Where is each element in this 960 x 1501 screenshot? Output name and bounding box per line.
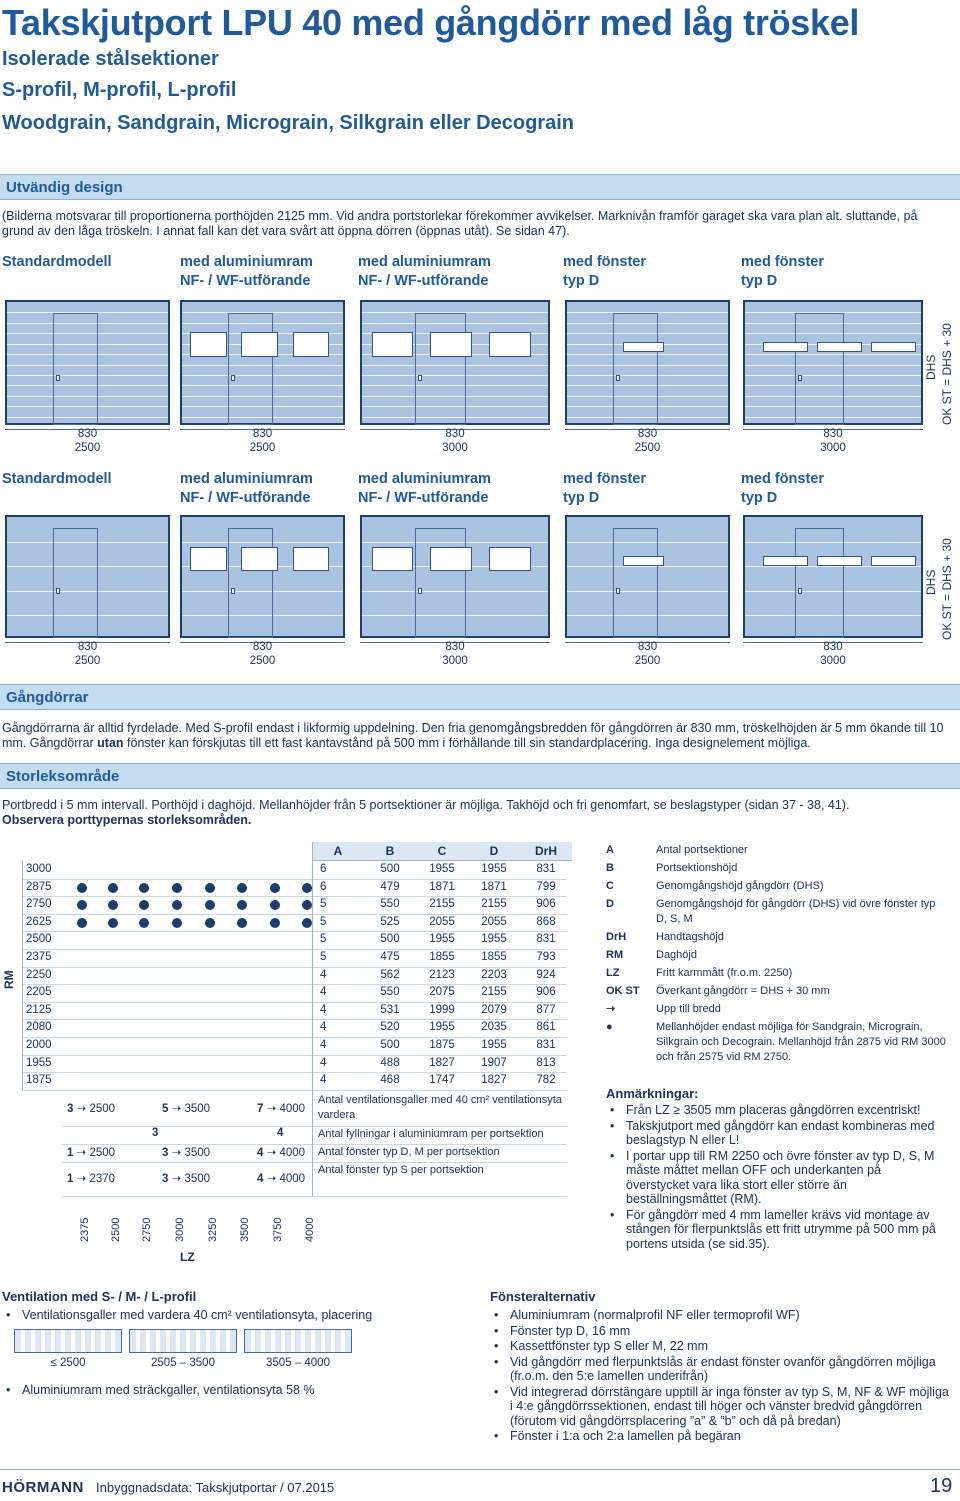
size-dot (270, 918, 280, 928)
width-label: 2500 (110, 1217, 122, 1242)
okst-label: OK ST = DHS + 30 (940, 323, 954, 425)
legend-item: RM Daghöjd (606, 949, 697, 961)
remark-item: • Från LZ ≥ 3505 mm placeras gångdörren excentriskt! (606, 1103, 946, 1118)
window-option-item: • Aluminiumram (normalprofil NF eller termoprofil WF) (490, 1308, 955, 1323)
size-cell: 4 (320, 1056, 327, 1069)
size-cell: 1747 (429, 1074, 455, 1087)
size-cell: 479 (380, 880, 400, 893)
size-cell: 4 (320, 968, 327, 981)
size-dot (302, 918, 312, 928)
size-cell: 1955 (429, 1021, 455, 1034)
gate-width-label: 3000 (820, 655, 846, 667)
width-label: 2375 (79, 1217, 91, 1242)
width-label: 3500 (239, 1217, 251, 1242)
ventilation-item: • Aluminiumram med sträckgaller, ventilationsyta 58 % (2, 1383, 462, 1398)
model-label: med fönster typ D (563, 254, 646, 289)
vent-range: ≤ 2500 (50, 1356, 86, 1369)
door-width-label: 830 (445, 428, 465, 440)
size-dot (270, 883, 280, 893)
size-dot (108, 900, 118, 910)
size-cell: 861 (536, 1021, 556, 1034)
matrix-cell: 4 ➝ 4000 (257, 1147, 306, 1160)
door-width-label: 830 (445, 641, 465, 653)
size-cell: 793 (536, 951, 556, 963)
section-size-title: Storleksområde (0, 763, 960, 789)
size-cell: 2055 (481, 915, 507, 928)
design-note: (Bilderna motsvarar till proportionerna porthöjden 2125 mm. Vid andra portstorlekar förekommer avvikelser. Marknivån framför garaget ska vara plan alt. sluttande, på grund av den låga tröskeln. I annat fall kan det vara svårt att öppna dörren (öppnas utåt). Se sidan 47). (2, 209, 918, 238)
size-cell: 550 (380, 986, 400, 999)
subtitle-3: Woodgrain, Sandgrain, Micrograin, Silkgrain eller Decograin (2, 112, 574, 134)
size-dot (139, 883, 149, 893)
door-width-label: 830 (77, 428, 98, 440)
door-width-label: 830 (637, 428, 658, 440)
lz-label: LZ (180, 1249, 195, 1264)
size-cell: 1827 (429, 1056, 455, 1069)
size-dot (205, 883, 215, 893)
size-cell: 500 (380, 933, 400, 946)
brand-logo: HÖRMANN (2, 1479, 84, 1496)
ventilation-title: Ventilation med S- / M- / L-profil (2, 1289, 197, 1304)
window-option-item: • Fönster i 1:a och 2:a lamellen på begäran (490, 1429, 955, 1444)
width-label: 3000 (174, 1217, 186, 1242)
door-drawing (743, 300, 923, 425)
dhs-label: DHS (924, 569, 938, 595)
height-label: 1875 (26, 1074, 52, 1087)
doors-text: Gångdörrarna är alltid fyrdelade. Med S-profil endast i likformig uppdelning. Den fria genomgångsbredden för gångdörren är 830 mm, tröskelhöjden är 5 mm ökande till 10 mm. Gångdörrar utan fönster kan förskjutas till ett fast kantavstånd på 500 mm i förhållande till sin standardplacering. Inga designelement möjliga. (2, 721, 944, 750)
size-cell: 813 (536, 1056, 556, 1069)
size-cell: 1955 (429, 933, 455, 946)
legend-item: OK ST Överkant gångdörr = DHS + 30 mm (606, 985, 830, 997)
size-cell: 877 (536, 1003, 556, 1016)
width-label: 3250 (207, 1217, 219, 1242)
matrix-row-label: Antal fönster typ D, M per portsektion (318, 1145, 500, 1158)
model-label: med aluminiumram NF- / WF-utförande (358, 254, 491, 289)
model-label: Standardmodell (2, 471, 112, 487)
legend-item: LZ Fritt karmmått (fr.o.m. 2250) (606, 967, 793, 979)
matrix-cell: 3 ➝ 2500 (67, 1103, 116, 1116)
door-drawing (360, 300, 550, 425)
matrix-row-label: Antal ventilationsgaller med 40 cm² ventilationsyta vardera (318, 1093, 562, 1121)
size-matrix (22, 842, 567, 1262)
size-cell: 4 (320, 1021, 327, 1034)
remark-item: • I portar upp till RM 2250 och övre fönster av typ D, S, M måste måttet mellan OFF och underkanten på överstycket vara lika stort eller större än beställningsmåttet (RM). (606, 1149, 946, 1207)
size-cell: 2123 (429, 968, 455, 981)
rm-label: RM (2, 970, 16, 990)
subtitle-1: Isolerade stålsektioner (2, 48, 219, 70)
height-label: 2375 (26, 951, 52, 963)
size-dot (108, 918, 118, 928)
model-label: med aluminiumram NF- / WF-utförande (358, 471, 491, 506)
size-cell: 4 (320, 1039, 327, 1051)
model-label: med aluminiumram NF- / WF-utförande (180, 254, 313, 289)
col-header: DrH (534, 844, 557, 858)
height-label: 2500 (26, 933, 52, 946)
size-cell: 2079 (481, 1003, 507, 1016)
matrix-cell: 3 (152, 1127, 159, 1140)
window-option-item: • Vid integrerad dörrstängare upptill är inga fönster av typ S, M, NF & WF möjliga i 4:e gångdörrssektionen, endast till höger och vänster bredvid gångdörren (förutom vid gångdörrsplacering ”a” & ”b” och då på bredan) (490, 1385, 955, 1429)
legend (606, 843, 946, 1068)
size-cell: 1907 (481, 1056, 507, 1069)
height-label: 2750 (26, 898, 52, 911)
size-cell: 2075 (429, 986, 455, 999)
size-dot (108, 883, 118, 893)
matrix-cell: 1 ➝ 2370 (67, 1173, 116, 1186)
col-header: C (437, 844, 447, 858)
size-cell: 831 (536, 863, 556, 875)
size-cell: 2155 (481, 986, 507, 999)
legend-item: D Genomgångshöjd för gångdörr (DHS) vid övre fönster typ D, S, M (606, 898, 936, 925)
size-cell: 562 (380, 968, 400, 981)
model-label: med fönster typ D (563, 471, 646, 506)
window-options-title: Fönsteralternativ (490, 1289, 596, 1304)
door-drawing (743, 515, 923, 638)
dhs-label: DHS (924, 354, 938, 380)
door-width-label: 830 (823, 641, 843, 653)
section-doors-title: Gångdörrar (0, 684, 960, 710)
height-label: 2875 (26, 880, 52, 893)
size-cell: 1855 (429, 951, 455, 963)
size-dot (172, 883, 182, 893)
size-cell: 6 (320, 863, 327, 875)
matrix-cell: 7 ➝ 4000 (257, 1103, 306, 1116)
size-cell: 4 (320, 986, 327, 999)
col-header: D (489, 844, 499, 858)
gate-width-label: 2500 (74, 655, 101, 667)
size-dot (77, 918, 87, 928)
size-text: Portbredd i 5 mm intervall. Porthöjd i daghöjd. Mellanhöjder från 5 portsektioner är möjliga. Takhöjd och fri genomfart, se beslagstyper (sidan 37 - 38, 41). Observera porttypernas storleksområden. (2, 798, 850, 827)
door-width-label: 830 (77, 641, 98, 653)
matrix-cell: 4 (277, 1127, 284, 1140)
width-label: 3750 (272, 1217, 284, 1242)
window-option-item: • Vid gångdörr med flerpunktslås är endast fönster ovanför gångdörren möjliga (fr.o.m. den 5:e lamellen underifrån) (490, 1355, 955, 1384)
gate-width-label: 3000 (820, 442, 846, 454)
size-cell: 1871 (481, 880, 507, 893)
page-number: 19 (930, 1475, 953, 1497)
legend-item: B Portsektionshöjd (606, 862, 738, 874)
size-dot (237, 918, 247, 928)
legend-item: A Antal portsektioner (606, 844, 748, 856)
size-cell: 531 (380, 1003, 400, 1016)
footer-rule (0, 1469, 960, 1470)
size-cell: 1999 (429, 1003, 455, 1016)
remark-item: • Takskjutport med gångdörr kan endast kombineras med beslagstyp N eller L! (606, 1119, 946, 1148)
size-cell: 1827 (481, 1074, 507, 1087)
width-label: 2750 (141, 1217, 153, 1242)
model-label: Standardmodell (2, 254, 112, 270)
size-cell: 4 (320, 1003, 327, 1016)
door-width-label: 830 (637, 641, 658, 653)
gate-width-label: 3000 (442, 442, 468, 454)
gate-width-label: 2500 (249, 655, 276, 667)
size-cell: 5 (320, 951, 327, 963)
legend-item: ➝ Upp till bredd (606, 1003, 721, 1015)
gate-width-label: 3000 (442, 655, 468, 667)
size-dot (139, 918, 149, 928)
size-cell: 500 (380, 1039, 400, 1051)
window-option-item: • Fönster typ D, 16 mm (490, 1324, 955, 1339)
door-width-label: 830 (252, 641, 273, 653)
matrix-cell: 1 ➝ 2500 (67, 1147, 116, 1160)
size-cell: 1955 (481, 933, 507, 946)
window-options (490, 1289, 955, 1445)
size-cell: 1871 (429, 880, 455, 893)
size-cell: 1875 (429, 1039, 455, 1051)
ventilation-section (2, 1289, 462, 1397)
height-label: 2125 (26, 1003, 52, 1016)
size-dot (237, 900, 247, 910)
size-dot (205, 918, 215, 928)
door-drawing (180, 300, 345, 425)
height-label: 2625 (26, 915, 52, 928)
matrix-cell: 4 ➝ 4000 (257, 1173, 306, 1186)
size-dot (270, 900, 280, 910)
height-label: 2250 (26, 968, 52, 981)
col-header: A (333, 844, 343, 858)
col-header: B (385, 844, 395, 858)
size-cell: 1855 (481, 951, 507, 963)
matrix-row-label: Antal fönster typ S per portsektion (318, 1163, 484, 1176)
door-drawing (565, 300, 730, 425)
width-label: 4000 (304, 1217, 316, 1242)
size-cell: 2203 (481, 968, 507, 981)
legend-item: ● Mellanhöjder endast möjliga för Sandgrain, Micrograin, Silkgrain och Decograin. Mellanhöjd från 2875 vid RM 3000 och från 2575 vid RM 2750. (606, 1021, 946, 1063)
door-drawing (565, 515, 730, 638)
subtitle-2: S-profil, M-profil, L-profil (2, 79, 237, 101)
size-cell: 1955 (481, 863, 507, 875)
size-dot (172, 900, 182, 910)
door-width-label: 830 (823, 428, 843, 440)
size-cell: 868 (536, 915, 556, 928)
model-label: med fönster typ D (741, 254, 824, 289)
size-cell: 831 (536, 933, 556, 946)
size-cell: 1955 (429, 863, 455, 875)
size-cell: 4 (320, 1074, 327, 1087)
size-cell: 2035 (481, 1021, 507, 1034)
okst-label: OK ST = DHS + 30 (940, 538, 954, 640)
legend-item: DrH Handtagshöjd (606, 931, 724, 943)
page-title: Takskjutport LPU 40 med gångdörr med låg tröskel (2, 2, 860, 43)
size-dot (139, 900, 149, 910)
model-label: med aluminiumram NF- / WF-utförande (180, 471, 313, 506)
gate-width-label: 2500 (249, 442, 276, 454)
size-cell: 2055 (429, 915, 455, 928)
model-label: med fönster typ D (741, 471, 824, 506)
height-label: 2205 (26, 986, 52, 999)
size-cell: 500 (380, 863, 400, 875)
vent-grille (14, 1329, 122, 1353)
remarks (606, 1086, 946, 1252)
height-label: 2000 (26, 1039, 52, 1051)
size-cell: 5 (320, 915, 327, 928)
height-label: 2080 (26, 1021, 52, 1034)
vent-grille (129, 1329, 237, 1353)
ventilation-item: • Ventilationsgaller med vardera 40 cm² ventilationsyta, placering (2, 1308, 462, 1323)
size-cell: 525 (380, 915, 400, 928)
window-option-item: • Kassettfönster typ S eller M, 22 mm (490, 1339, 955, 1354)
size-cell: 6 (320, 880, 327, 893)
height-label: 3000 (26, 863, 52, 875)
vent-grille (244, 1329, 352, 1353)
gate-width-label: 2500 (634, 442, 661, 454)
size-dot (302, 883, 312, 893)
legend-item: C Genomgångshöjd gångdörr (DHS) (606, 880, 824, 892)
size-cell: 2155 (481, 898, 507, 911)
height-label: 1955 (26, 1056, 52, 1069)
size-cell: 2155 (429, 898, 455, 911)
matrix-cell: 3 ➝ 3500 (162, 1173, 211, 1186)
size-dot (77, 900, 87, 910)
matrix-row-label: Antal fyllningar i aluminiumram per portsektion (318, 1127, 544, 1140)
size-dot (205, 900, 215, 910)
size-dot (77, 883, 87, 893)
size-cell: 1955 (481, 1039, 507, 1051)
size-dot (237, 883, 247, 893)
door-drawing (5, 300, 170, 425)
size-cell: 520 (380, 1021, 400, 1034)
gate-width-label: 2500 (634, 655, 661, 667)
size-cell: 488 (380, 1056, 400, 1069)
vent-range: 2505 – 3500 (151, 1356, 215, 1369)
size-cell: 475 (380, 951, 400, 963)
remarks-title: Anmärkningar: (606, 1086, 699, 1101)
size-cell: 906 (536, 898, 556, 911)
matrix-cell: 3 ➝ 3500 (162, 1147, 211, 1160)
size-cell: 831 (536, 1039, 556, 1051)
size-cell: 924 (536, 968, 556, 981)
size-dot (172, 918, 182, 928)
door-width-label: 830 (252, 428, 273, 440)
matrix-cell: 5 ➝ 3500 (162, 1103, 211, 1116)
door-drawing (360, 515, 550, 638)
size-cell: 799 (536, 880, 556, 893)
remark-item: • För gångdörr med 4 mm lameller krävs vid montage av stången för flerpunktslås ett fritt utrymme på 500 mm på portens utsida (se sid.35). (606, 1208, 946, 1252)
size-cell: 906 (536, 986, 556, 999)
gate-width-label: 2500 (74, 442, 101, 454)
footer-text: Inbyggnadsdata: Takskjutportar / 07.2015 (96, 1480, 335, 1495)
size-cell: 782 (536, 1074, 556, 1087)
size-cell: 468 (380, 1074, 400, 1087)
size-cell: 5 (320, 933, 327, 946)
vent-range: 3505 – 4000 (266, 1356, 330, 1369)
size-cell: 5 (320, 898, 327, 911)
door-drawing (5, 515, 170, 638)
size-cell: 550 (380, 898, 400, 911)
size-dot (302, 900, 312, 910)
section-design-title: Utvändig design (0, 174, 960, 200)
door-drawing (180, 515, 345, 638)
